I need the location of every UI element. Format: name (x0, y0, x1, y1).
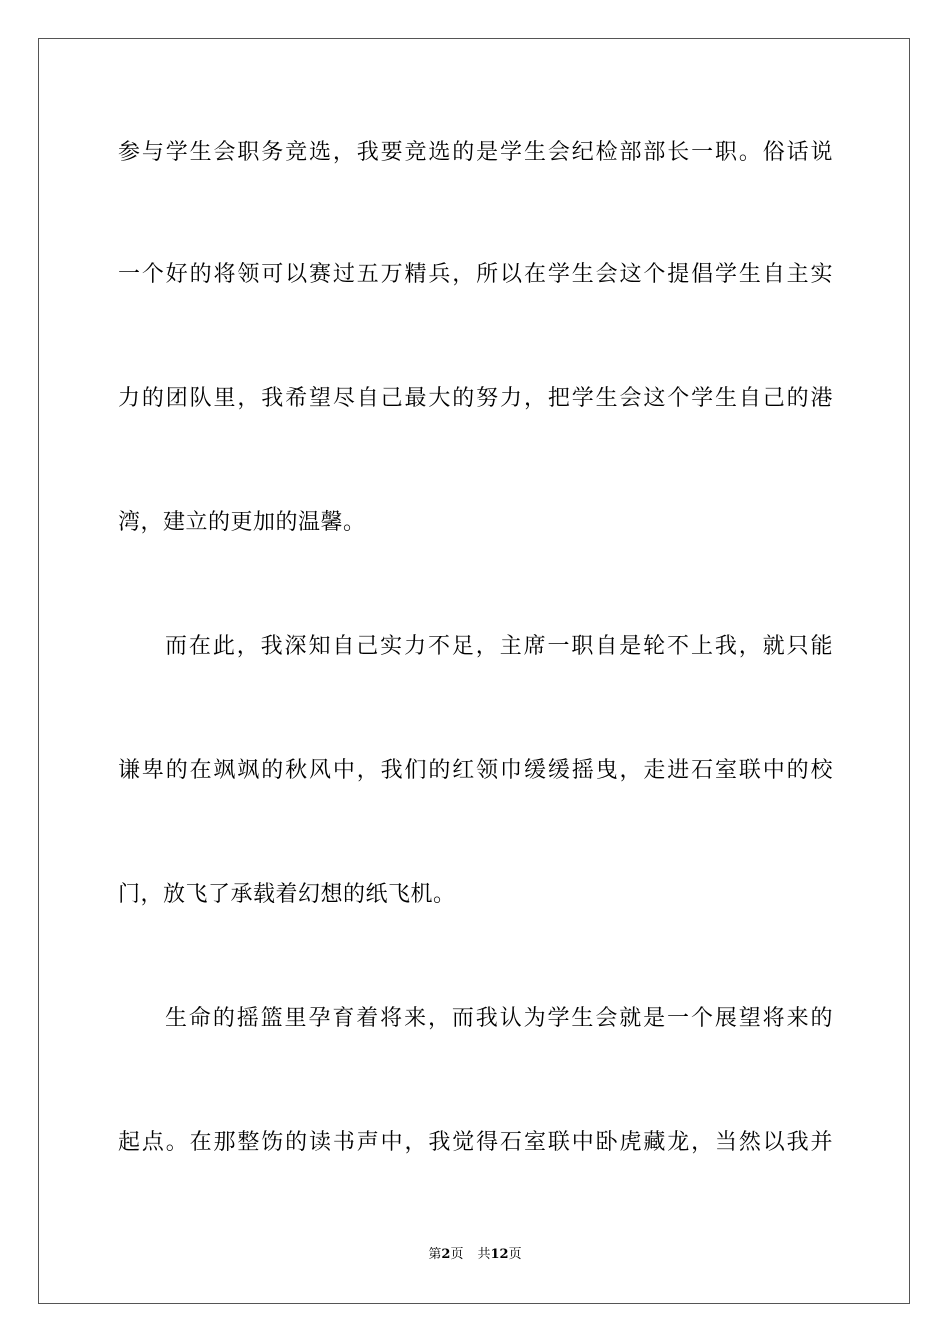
total-suffix: 页 (508, 1247, 522, 1262)
paragraph-line: 参与学生会职务竞选，我要竞选的是学生会纪检部部长一职。俗话说 (118, 140, 833, 165)
paragraph-line: 而在此，我深知自己实力不足，主席一职自是轮不上我，就只能 (165, 634, 833, 659)
paragraph-line: 起点。在那整饬的读书声中，我觉得石室联中卧虎藏龙，当然以我并 (118, 1130, 833, 1155)
paragraph-line: 湾，建立的更加的温馨。 (118, 510, 366, 535)
total-pages: 12 (490, 1247, 509, 1262)
paragraph-line: 谦卑的在飒飒的秋风中，我们的红领巾缓缓摇曳，走进石室联中的校 (118, 758, 833, 783)
paragraph-line: 力的团队里，我希望尽自己最大的努力，把学生会这个学生自己的港 (118, 386, 833, 411)
paragraph-line: 一个好的将领可以赛过五万精兵，所以在学生会这个提倡学生自主实 (118, 262, 833, 287)
page-frame (38, 38, 910, 1304)
page-footer (0, 1246, 950, 1264)
page-suffix: 页 (450, 1247, 464, 1262)
total-prefix: 共 (477, 1247, 491, 1262)
page-prefix: 第 (428, 1247, 442, 1262)
paragraph-line: 门，放飞了承载着幻想的纸飞机。 (118, 882, 456, 907)
page-number: 2 (441, 1247, 451, 1262)
paragraph-line: 生命的摇篮里孕育着将来，而我认为学生会就是一个展望将来的 (165, 1006, 833, 1031)
